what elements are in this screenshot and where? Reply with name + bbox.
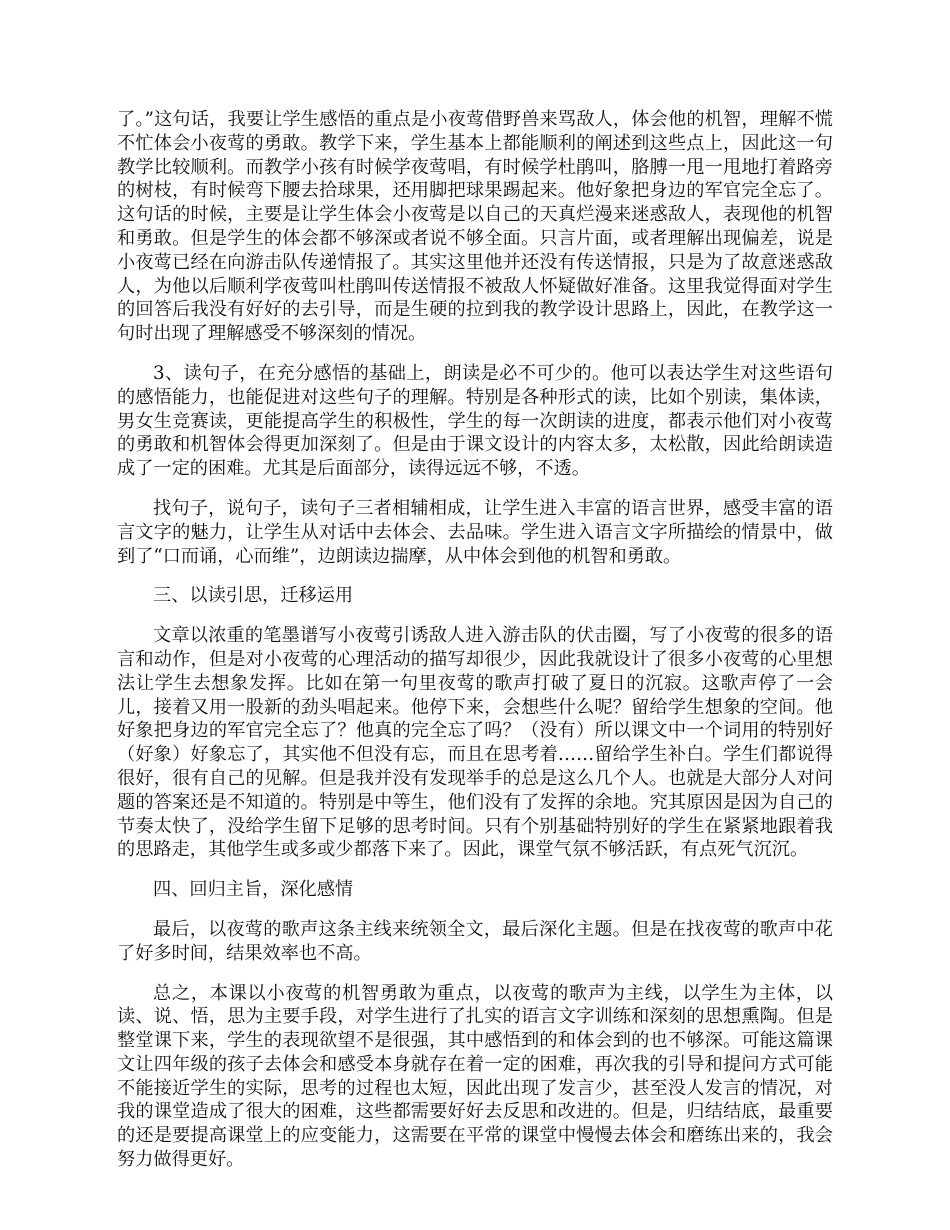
paragraph-finally: 最后，以夜莺的歌声这条主线来统领全文，最后深化主题。但是在找夜莺的歌声中花了好多时间，结果效率也不高。: [117, 918, 833, 964]
paragraph-find-say-read: 找句子，说句子，读句子三者相辅相成，让学生进入丰富的语言世界，感受丰富的语言文字的魅力，让学生从对话中去体会、去品味。学生进入语言文字所描绘的情景中，做到了“口而诵，心而维”，边朗读边揣摩，从中体会到他的机智和勇敢。: [117, 497, 833, 567]
paragraph-conclusion: 总之，本课以小夜莺的机智勇敢为重点，以夜莺的歌声为主线，以学生为主体，以读、说、悟，思为主要手段，对学生进行了扎实的语言文字训练和深刻的思想熏陶。但是整堂课下来，学生的表现欲望不是很强，其中感悟到的和体会到的也不够深。可能这篇课文让四年级的孩子去体会和感受本身就存在着一定的困难，再次我的引导和提问方式可能不能接近学生的实际，思考的过程也太短，因此出现了发言少，甚至没人发言的情况，对我的课堂造成了很大的困难，这些都需要好好去反思和改进的。但是，归结结底，最重要的还是要提高课堂上的应变能力，这需要在平常的课堂中慢慢去体会和磨练出来的，我会努力做得更好。: [117, 982, 833, 1171]
document-page: [117, 108, 833, 1172]
paragraph-imagination: 文章以浓重的笔墨谱写小夜莺引诱敌人进入游击队的伏击圈，写了小夜莺的很多的语言和动作，但是对小夜莺的心理活动的描写却很少，因此我就设计了很多小夜莺的心里想法让学生去想象发挥。比如在第一句里夜莺的歌声打破了夏日的沉寂。这歌声停了一会儿，接着又用一股新的劲头唱起来。他停下来，会想些什么呢？留给学生想象的空间。他好象把身边的军官完全忘了？他真的完全忘了吗？（没有）所以课文中一个词用的特别好（好象）好象忘了，其实他不但没有忘，而且在思考着……留给学生补白。学生们都说得很好，很有自己的见解。但是我并没有发现举手的总是这么几个人。也就是大部分人对问题的答案还是不知道的。特别是中等生，他们没有了发挥的余地。究其原因是因为自己的节奏太快了，没给学生留下足够的思考时间。只有个别基础特别好的学生在紧紧地跟着我的思路走，其他学生或多或少都落下来了。因此，课堂气氛不够活跃，有点死气沉沉。: [117, 625, 833, 861]
section-heading-three: 三、以读引思，迁移运用: [153, 585, 354, 607]
paragraph-reading-sentences: 3、读句子，在充分感悟的基础上，朗读是必不可少的。他可以表达学生对这些语句的感悟能力，也能促进对这些句子的理解。特别是各种形式的读，比如个别读，集体读，男女生竞赛读，更能提高学生的积极性，学生的每一次朗读的进度，都表示他们对小夜莺的勇敢和机智体会得更加深刻了。但是由于课文设计的内容太多，太松散，因此给朗读造成了一定的困难。尤其是后面部分，读得远远不够，不透。: [117, 362, 833, 480]
paragraph-continuation: 了。”这句话，我要让学生感悟的重点是小夜莺借野兽来骂敌人，体会他的机智，理解不慌不忙体会小夜莺的勇敢。教学下来，学生基本上都能顺利的阐述到这些点上，因此这一句教学比较顺利。而教学小孩有时候学夜莺唱，有时候学杜鹃叫，胳膊一甩一甩地打着路旁的树枝，有时候弯下腰去拾球果，还用脚把球果踢起来。他好象把身边的军官完全忘了。这句话的时候，主要是让学生体会小夜莺是以自己的天真烂漫来迷惑敌人，表现他的机智和勇敢。但是学生的体会都不够深或者说不够全面。只言片面，或者理解出现偏差，说是小夜莺已经在向游击队传递情报了。其实这里他并还没有传送情报，只是为了故意迷惑敌人，为他以后顺利学夜莺叫杜鹃叫传送情报不被敌人怀疑做好准备。这里我觉得面对学生的回答后我没有好好的去引导，而是生硬的拉到我的教学设计思路上，因此，在教学这一句时出现了理解感受不够深刻的情况。: [117, 109, 833, 345]
section-heading-four: 四、回归主旨，深化感情: [153, 879, 354, 901]
